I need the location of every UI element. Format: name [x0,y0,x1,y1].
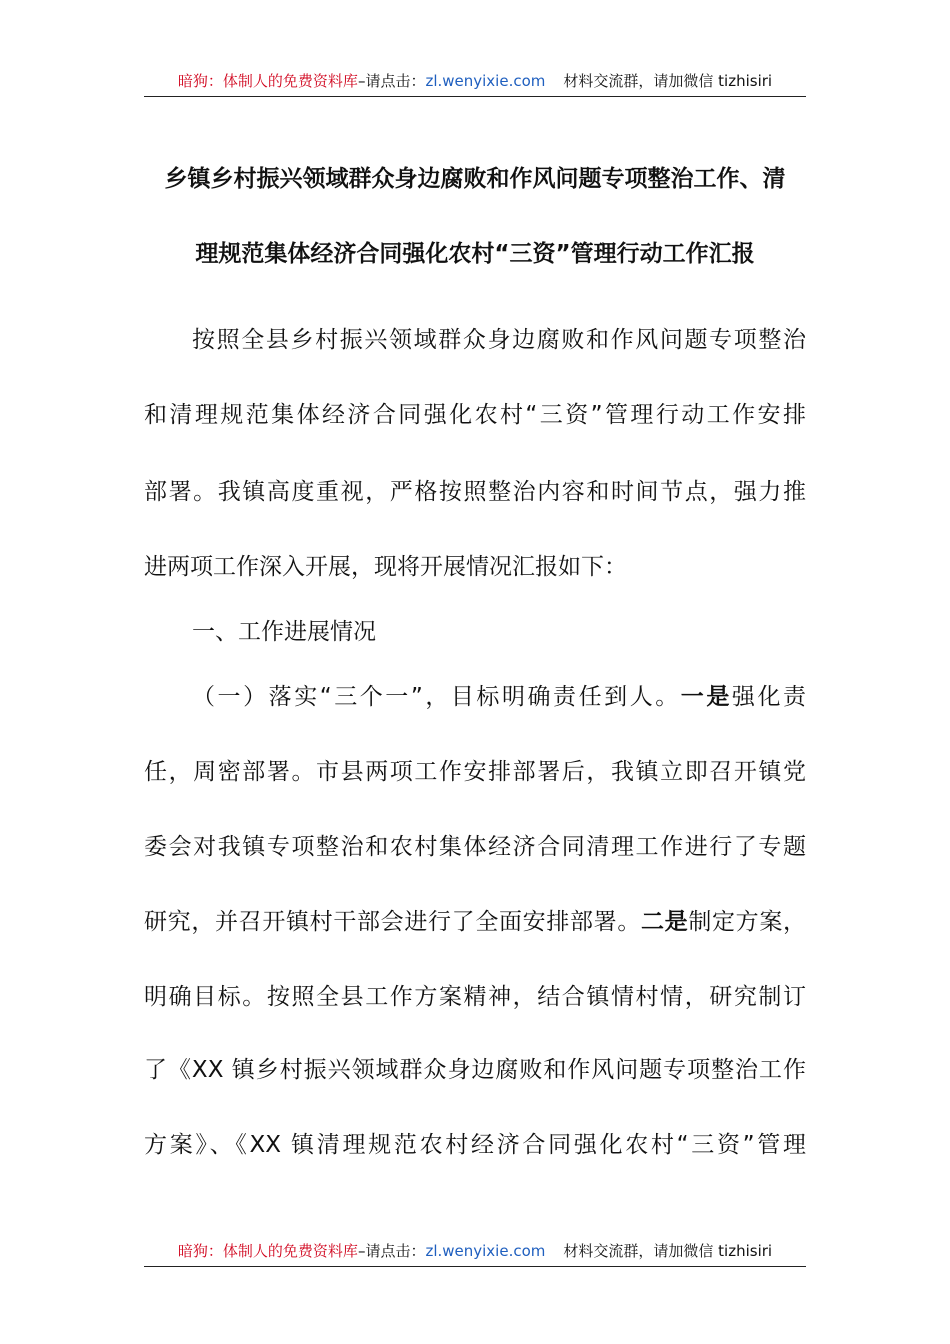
sub1-bold-1: 一是 [680,684,732,710]
intro-line-2: 和清理规范集体经济合同强化农村“三资”管理行动工作安排 [144,402,806,428]
sub1-line-7: 方案》、《XX 镇清理规范农村经济合同强化农村“三资”管理 [144,1132,806,1158]
section-heading: 一、工作进展情况 [192,619,376,645]
sub1-after-1: 强化责 [731,684,807,710]
document-title-line-1: 乡镇乡村振兴领域群众身边腐败和作风问题专项整治工作、清 [164,166,786,192]
intro-line-4: 进两项工作深入开展，现将开展情况汇报如下： [144,554,627,580]
header-brand: 暗狗：体制人的免费资料库 [177,72,358,90]
sub1-line-5: 明确目标。按照全县工作方案精神，结合镇情村情，研究制订 [144,984,806,1010]
header-prompt: –请点击： [357,72,426,90]
footer-prompt: –请点击： [357,1242,426,1260]
sub1-lead: （一）落实“三个一”，目标明确责任到人。 [192,684,681,710]
footer-url-link[interactable]: zl.wenyixie.com [425,1242,546,1260]
sub1-line-1 [144,682,806,712]
document-title-line-2: 理规范集体经济合同强化农村“三资”管理行动工作汇报 [195,241,755,267]
sub1-line-4 [144,907,806,937]
page-header [144,70,806,97]
intro-line-3: 部署。我镇高度重视，严格按照整治内容和时间节点，强力推 [144,479,806,505]
sub1-line-6: 了《XX 镇乡村振兴领域群众身边腐败和作风问题专项整治工作 [144,1057,806,1083]
sub1-line-4-pre: 研究，并召开镇村干部会进行了全面安排部署。 [144,909,641,935]
sub1-line-4-post: 制定方案， [688,909,807,935]
header-contact: 材料交流群，请加微信 tizhisiri [563,72,773,90]
header-url-link[interactable]: zl.wenyixie.com [425,72,546,90]
sub1-line-2: 任，周密部署。市县两项工作安排部署后，我镇立即召开镇党 [144,759,806,785]
page-footer [144,1240,806,1267]
sub1-bold-2: 二是 [641,909,689,935]
footer-contact: 材料交流群，请加微信 tizhisiri [563,1242,773,1260]
sub1-line-3: 委会对我镇专项整治和农村集体经济合同清理工作进行了专题 [144,834,806,860]
intro-line-1: 按照全县乡村振兴领域群众身边腐败和作风问题专项整治 [192,327,806,353]
footer-brand: 暗狗：体制人的免费资料库 [177,1242,358,1260]
